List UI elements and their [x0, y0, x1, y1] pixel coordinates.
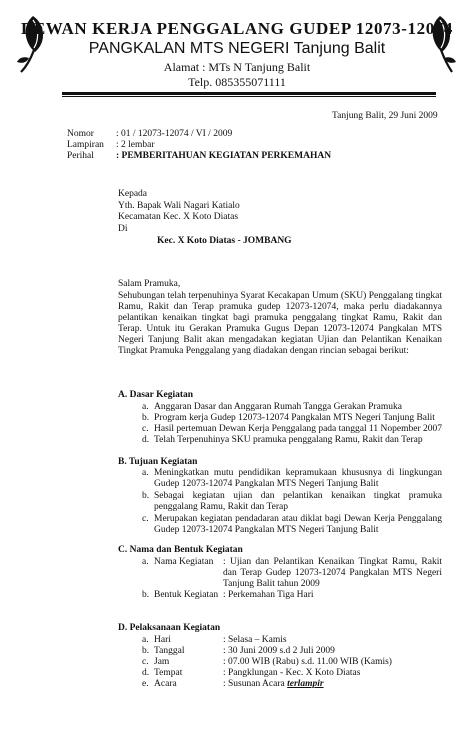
- list-item-value: : 30 Juni 2009 s.d 2 Juli 2009: [223, 646, 335, 656]
- list-item-letter: b.: [142, 646, 150, 656]
- list-item-key: Jam: [154, 657, 170, 667]
- list-item-value: : 07.00 WIB (Rabu) s.d. 11.00 WIB (Kamis): [223, 657, 392, 667]
- attachment-note: terlampir: [287, 679, 324, 689]
- letterhead-address: Alamat : MTs N Tanjung Balit: [163, 60, 311, 74]
- list-item-letter: c.: [142, 657, 149, 667]
- list-item-key: Nama Kegiatan: [154, 557, 214, 567]
- section-a-title: A. Dasar Kegiatan: [118, 390, 194, 400]
- section-c-title: C. Nama dan Bentuk Kegiatan: [118, 545, 243, 555]
- list-item: Hasil pertemuan Dewan Kerja Penggalang pada tanggal 11 Nopember 2007: [154, 424, 442, 434]
- meta-value-perihal: : PEMBERITAHUAN KEGIATAN PERKEMAHAN: [116, 151, 332, 161]
- list-item-letter: a.: [142, 468, 149, 478]
- list-item: Meningkatkan mutu pendidikan kepramukaan khususnya di lingkungan Gudep 12073-12074 Pangkalan MTS Negeri Tanjung Balit: [154, 468, 442, 489]
- intro-paragraph: Sehubungan telah terpenuhinya Syarat Kecakapan Umum (SKU) Penggalang tingkat Ramu, Rakit dan Terap pramuka gudep 12073-12074, maka perlu diadakannya pelantikan kenaikan tingkat bagi pramuka penggalang tingkat Ramu, Rakit dan Terap. Untuk itu Gerakan Pramuka Gugus Depan 12073-12074 Pangkalan MTS Negeri Tanjung Balit akan mengadakan kegiatan Ujian dan Pelantikan Kenaikan Tingkat Pramuka Penggalang yang diadakan dengan rincian sebagai berikut:: [118, 291, 442, 356]
- list-item-letter: b.: [142, 590, 150, 600]
- list-item-letter: a.: [142, 402, 149, 412]
- list-item-key: Hari: [154, 635, 171, 645]
- list-item: Program kerja Gudep 12073-12074 Pangkalan MTS Negeri Tanjung Balit: [154, 413, 435, 423]
- list-item-key: Acara: [154, 679, 177, 689]
- list-item-value: [223, 679, 442, 690]
- letterhead-phone: Telp. 085355071111: [188, 75, 286, 89]
- list-item: Merupakan kegiatan pendadaran atau diklat bagi Dewan Kerja Penggalang Gudep 12073-12074 Pangkalan MTS Negeri Tanjung Balit: [154, 514, 442, 535]
- greeting: Salam Pramuka,: [118, 279, 181, 289]
- recipient-district: Kecamatan Kec. X Koto Diatas: [118, 212, 239, 222]
- list-item-letter: d.: [142, 668, 150, 678]
- section-d-title: D. Pelaksanaan Kegiatan: [118, 623, 221, 633]
- list-item: Telah Terpenuhinya SKU pramuka penggalang Ramu, Rakit dan Terap: [154, 435, 423, 445]
- list-item-letter: b.: [142, 491, 150, 501]
- list-item-letter: d.: [142, 435, 150, 445]
- section-b-title: B. Tujuan Kegiatan: [118, 457, 198, 467]
- meta-value-lampiran: : 2 lembar: [116, 140, 155, 150]
- list-item-letter: c.: [142, 514, 149, 524]
- list-item-value: : Pangklungan - Kec. X Koto Diatas: [223, 668, 361, 678]
- letterhead-title: DEWAN KERJA PENGGALANG GUDEP 12073-12074: [20, 19, 454, 38]
- list-item-key: Bentuk Kegiatan: [154, 590, 219, 600]
- recipient-to: Kepada: [118, 189, 148, 199]
- list-item: Anggaran Dasar dan Anggaran Rumah Tangga Gerakan Pramuka: [154, 402, 402, 412]
- list-item-value-text: : Susunan Acara: [223, 679, 288, 689]
- recipient-name: Yth. Bapak Wali Nagari Katialo: [118, 201, 240, 211]
- list-item-value: : Perkemahan Tiga Hari: [223, 590, 314, 600]
- list-item-value: : Selasa – Kamis: [223, 635, 287, 645]
- meta-key-nomor: Nomor: [67, 129, 94, 139]
- recipient-place: Kec. X Koto Diatas - JOMBANG: [157, 236, 292, 246]
- list-item-letter: a.: [142, 557, 149, 567]
- list-item-key: Tanggal: [154, 646, 185, 656]
- letter-date: Tanjung Balit, 29 Juni 2009: [332, 111, 438, 121]
- list-item-value: : Ujian dan Pelantikan Kenaikan Tingkat Ramu, Rakit dan Terap Gudep 12073-12074 Pangkalan MTS Negeri Tanjung Balit tahun 2009: [223, 557, 442, 589]
- meta-value-nomor: : 01 / 12073-12074 / VI / 2009: [116, 129, 233, 139]
- list-item-letter: b.: [142, 413, 150, 423]
- list-item-letter: e.: [142, 679, 149, 689]
- recipient-at: Di: [118, 224, 128, 234]
- list-item-key: Tempat: [154, 668, 183, 678]
- meta-key-lampiran: Lampiran: [67, 140, 104, 150]
- list-item-letter: a.: [142, 635, 149, 645]
- letterhead-subtitle: PANGKALAN MTS NEGERI Tanjung Balit: [88, 40, 386, 57]
- meta-key-perihal: Perihal: [67, 151, 94, 161]
- header-divider-thin: [62, 96, 436, 97]
- list-item: Sebagai kegiatan ujian dan pelantikan kenaikan tingkat pramuka penggalang Ramu, Rakit dan Terap: [154, 491, 442, 512]
- list-item-letter: c.: [142, 424, 149, 434]
- header-divider: [62, 92, 436, 95]
